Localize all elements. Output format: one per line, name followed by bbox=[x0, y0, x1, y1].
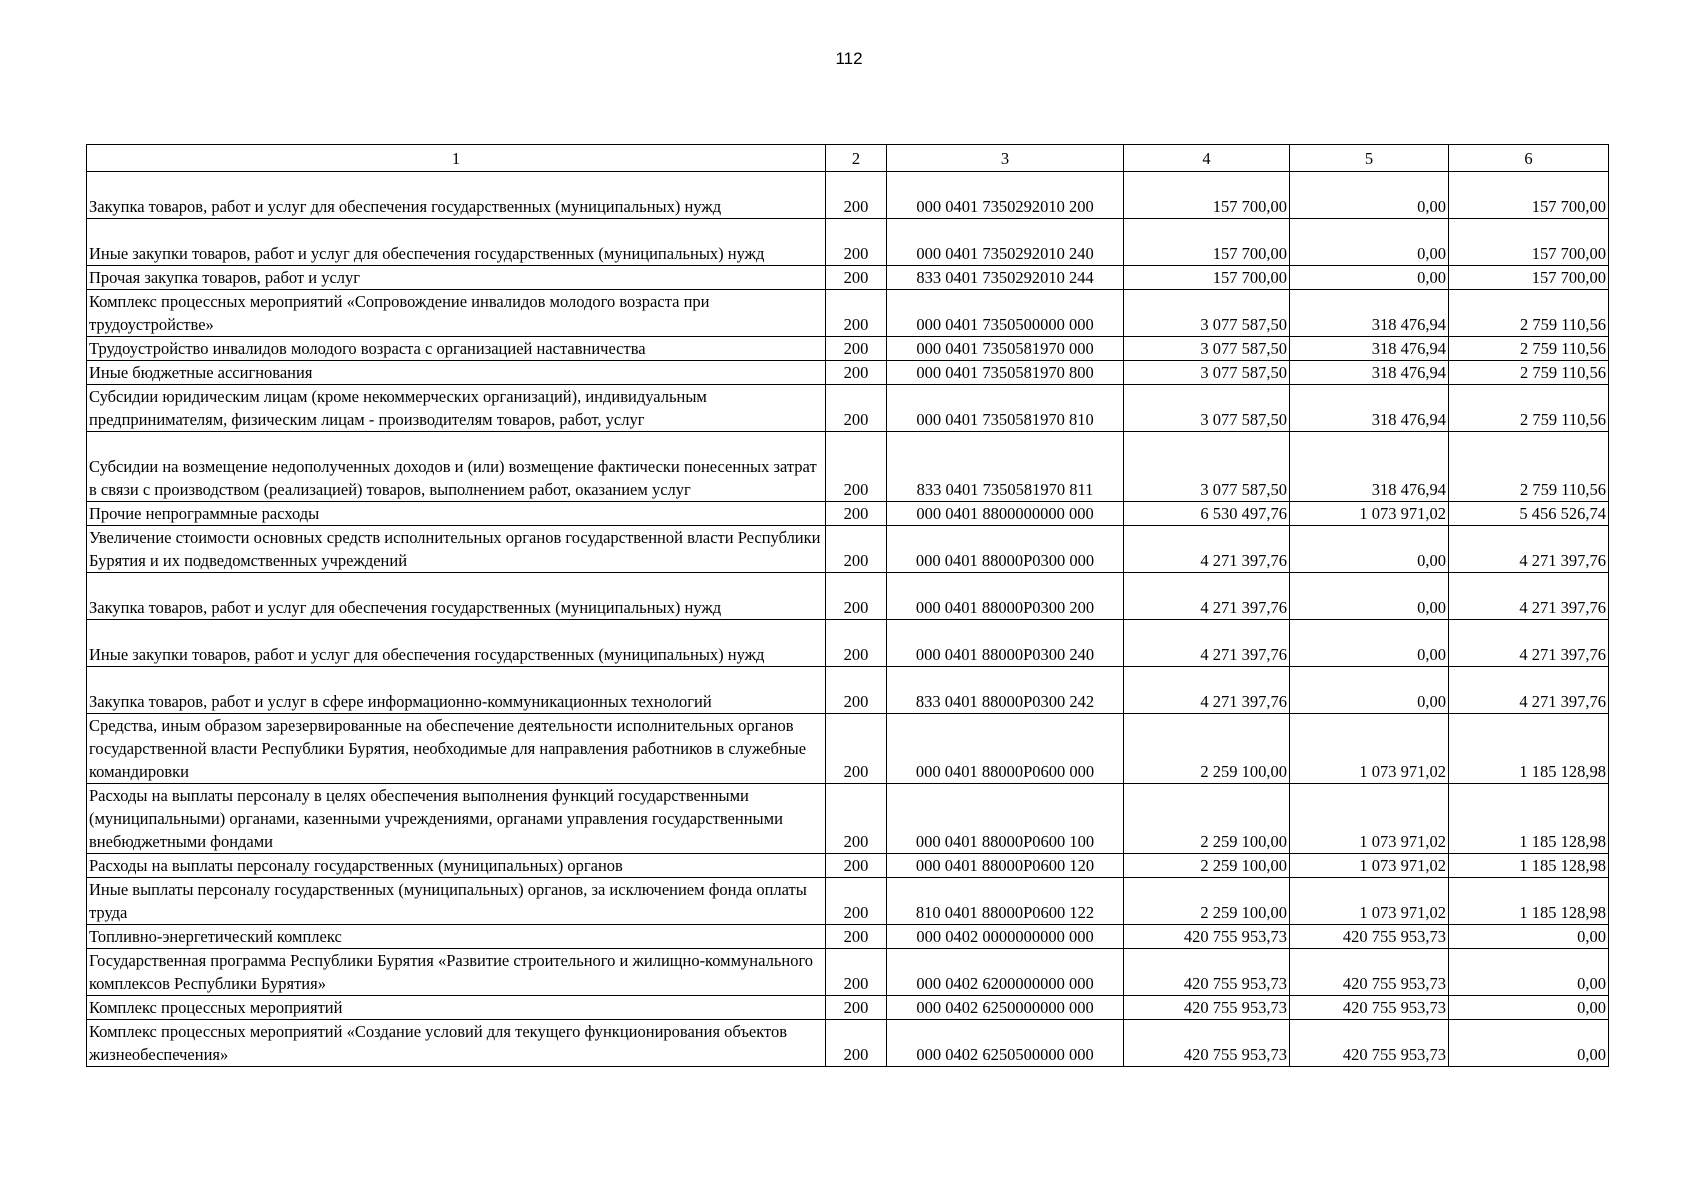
table-row bbox=[87, 573, 1609, 620]
row-executed-amount-cell: 420 755 953,73 bbox=[1290, 996, 1449, 1020]
row-approved-amount-cell: 3 077 587,50 bbox=[1124, 361, 1290, 385]
row-admin-code-cell: 200 bbox=[826, 878, 887, 925]
row-budget-code-cell: 000 0401 7350292010 200 bbox=[887, 172, 1124, 219]
row-name-cell: Трудоустройство инвалидов молодого возраста с организацией наставничества bbox=[87, 337, 826, 361]
row-remaining-amount-cell: 0,00 bbox=[1449, 1020, 1609, 1067]
row-name-cell: Иные закупки товаров, работ и услуг для обеспечения государственных (муниципальных) нужд bbox=[87, 219, 826, 266]
row-approved-amount-cell: 3 077 587,50 bbox=[1124, 337, 1290, 361]
row-admin-code-cell: 200 bbox=[826, 714, 887, 784]
row-executed-amount-cell: 318 476,94 bbox=[1290, 290, 1449, 337]
row-remaining-amount-cell: 0,00 bbox=[1449, 925, 1609, 949]
row-executed-amount-cell: 318 476,94 bbox=[1290, 337, 1449, 361]
row-budget-code-cell: 000 0401 88000P0300 240 bbox=[887, 620, 1124, 667]
row-remaining-amount-cell: 4 271 397,76 bbox=[1449, 667, 1609, 714]
row-budget-code-cell: 000 0401 8800000000 000 bbox=[887, 502, 1124, 526]
row-budget-code-cell: 000 0402 6200000000 000 bbox=[887, 949, 1124, 996]
row-approved-amount-cell: 4 271 397,76 bbox=[1124, 620, 1290, 667]
row-budget-code-cell: 000 0401 88000P0600 100 bbox=[887, 784, 1124, 854]
table-row bbox=[87, 526, 1609, 573]
row-executed-amount-cell: 318 476,94 bbox=[1290, 432, 1449, 502]
row-remaining-amount-cell: 2 759 110,56 bbox=[1449, 361, 1609, 385]
row-admin-code-cell: 200 bbox=[826, 925, 887, 949]
table-row bbox=[87, 784, 1609, 854]
row-name-cell: Закупка товаров, работ и услуг в сфере информационно-коммуникационных технологий bbox=[87, 667, 826, 714]
row-budget-code-cell: 000 0401 7350581970 800 bbox=[887, 361, 1124, 385]
row-remaining-amount-cell: 157 700,00 bbox=[1449, 219, 1609, 266]
row-name-cell: Топливно-энергетический комплекс bbox=[87, 925, 826, 949]
row-name-cell: Увеличение стоимости основных средств исполнительных органов государственной власти Республики Бурятия и их подведомственных учреждений bbox=[87, 526, 826, 573]
row-name-cell: Комплекс процессных мероприятий «Создание условий для текущего функционирования объектов жизнеобеспечения» bbox=[87, 1020, 826, 1067]
row-remaining-amount-cell: 4 271 397,76 bbox=[1449, 620, 1609, 667]
row-executed-amount-cell: 318 476,94 bbox=[1290, 361, 1449, 385]
row-executed-amount-cell: 1 073 971,02 bbox=[1290, 784, 1449, 854]
row-remaining-amount-cell: 0,00 bbox=[1449, 949, 1609, 996]
table-header bbox=[87, 145, 1609, 172]
row-admin-code-cell: 200 bbox=[826, 337, 887, 361]
row-admin-code-cell: 200 bbox=[826, 502, 887, 526]
table-body bbox=[87, 172, 1609, 1067]
row-budget-code-cell: 000 0401 7350581970 000 bbox=[887, 337, 1124, 361]
row-admin-code-cell: 200 bbox=[826, 667, 887, 714]
row-remaining-amount-cell: 2 759 110,56 bbox=[1449, 432, 1609, 502]
row-remaining-amount-cell: 2 759 110,56 bbox=[1449, 385, 1609, 432]
row-remaining-amount-cell: 1 185 128,98 bbox=[1449, 784, 1609, 854]
table-row bbox=[87, 996, 1609, 1020]
row-name-cell: Прочие непрограммные расходы bbox=[87, 502, 826, 526]
column-header-5: 5 bbox=[1290, 145, 1449, 172]
row-approved-amount-cell: 2 259 100,00 bbox=[1124, 854, 1290, 878]
row-admin-code-cell: 200 bbox=[826, 432, 887, 502]
row-approved-amount-cell: 4 271 397,76 bbox=[1124, 573, 1290, 620]
row-admin-code-cell: 200 bbox=[826, 361, 887, 385]
table-row bbox=[87, 502, 1609, 526]
row-admin-code-cell: 200 bbox=[826, 219, 887, 266]
row-admin-code-cell: 200 bbox=[826, 385, 887, 432]
row-executed-amount-cell: 318 476,94 bbox=[1290, 385, 1449, 432]
row-name-cell: Комплекс процессных мероприятий «Сопровождение инвалидов молодого возраста при трудоустройстве» bbox=[87, 290, 826, 337]
row-admin-code-cell: 200 bbox=[826, 573, 887, 620]
row-admin-code-cell: 200 bbox=[826, 854, 887, 878]
column-header-6: 6 bbox=[1449, 145, 1609, 172]
table-row bbox=[87, 854, 1609, 878]
row-executed-amount-cell: 420 755 953,73 bbox=[1290, 925, 1449, 949]
row-admin-code-cell: 200 bbox=[826, 996, 887, 1020]
row-remaining-amount-cell: 157 700,00 bbox=[1449, 266, 1609, 290]
table-row bbox=[87, 1020, 1609, 1067]
row-name-cell: Иные закупки товаров, работ и услуг для обеспечения государственных (муниципальных) нужд bbox=[87, 620, 826, 667]
table-row bbox=[87, 219, 1609, 266]
row-executed-amount-cell: 1 073 971,02 bbox=[1290, 878, 1449, 925]
row-admin-code-cell: 200 bbox=[826, 172, 887, 219]
row-name-cell: Закупка товаров, работ и услуг для обеспечения государственных (муниципальных) нужд bbox=[87, 172, 826, 219]
row-budget-code-cell: 000 0401 88000P0600 120 bbox=[887, 854, 1124, 878]
table-row bbox=[87, 432, 1609, 502]
row-budget-code-cell: 833 0401 7350292010 244 bbox=[887, 266, 1124, 290]
row-approved-amount-cell: 4 271 397,76 bbox=[1124, 667, 1290, 714]
row-budget-code-cell: 000 0402 6250000000 000 bbox=[887, 996, 1124, 1020]
row-budget-code-cell: 000 0401 7350292010 240 bbox=[887, 219, 1124, 266]
row-executed-amount-cell: 420 755 953,73 bbox=[1290, 949, 1449, 996]
row-name-cell: Государственная программа Республики Бурятия «Развитие строительного и жилищно-коммунального комплексов Республики Бурятия» bbox=[87, 949, 826, 996]
row-remaining-amount-cell: 1 185 128,98 bbox=[1449, 878, 1609, 925]
table-row bbox=[87, 714, 1609, 784]
header-row bbox=[87, 145, 1609, 172]
table-row bbox=[87, 337, 1609, 361]
row-name-cell: Расходы на выплаты персоналу государственных (муниципальных) органов bbox=[87, 854, 826, 878]
row-admin-code-cell: 200 bbox=[826, 784, 887, 854]
row-executed-amount-cell: 0,00 bbox=[1290, 526, 1449, 573]
row-approved-amount-cell: 420 755 953,73 bbox=[1124, 949, 1290, 996]
row-remaining-amount-cell: 1 185 128,98 bbox=[1449, 854, 1609, 878]
row-remaining-amount-cell: 4 271 397,76 bbox=[1449, 573, 1609, 620]
row-approved-amount-cell: 420 755 953,73 bbox=[1124, 1020, 1290, 1067]
column-header-4: 4 bbox=[1124, 145, 1290, 172]
row-remaining-amount-cell: 4 271 397,76 bbox=[1449, 526, 1609, 573]
row-executed-amount-cell: 0,00 bbox=[1290, 172, 1449, 219]
row-budget-code-cell: 000 0401 7350500000 000 bbox=[887, 290, 1124, 337]
row-admin-code-cell: 200 bbox=[826, 949, 887, 996]
row-executed-amount-cell: 1 073 971,02 bbox=[1290, 854, 1449, 878]
row-executed-amount-cell: 1 073 971,02 bbox=[1290, 714, 1449, 784]
row-budget-code-cell: 000 0401 7350581970 810 bbox=[887, 385, 1124, 432]
row-remaining-amount-cell: 0,00 bbox=[1449, 996, 1609, 1020]
row-budget-code-cell: 000 0402 0000000000 000 bbox=[887, 925, 1124, 949]
row-remaining-amount-cell: 157 700,00 bbox=[1449, 172, 1609, 219]
row-name-cell: Иные бюджетные ассигнования bbox=[87, 361, 826, 385]
row-approved-amount-cell: 3 077 587,50 bbox=[1124, 385, 1290, 432]
row-name-cell: Субсидии юридическим лицам (кроме некоммерческих организаций), индивидуальным предпринимателям, физическим лицам - производителям товаров, работ, услуг bbox=[87, 385, 826, 432]
row-executed-amount-cell: 420 755 953,73 bbox=[1290, 1020, 1449, 1067]
table-row bbox=[87, 878, 1609, 925]
row-budget-code-cell: 000 0401 88000P0600 000 bbox=[887, 714, 1124, 784]
row-executed-amount-cell: 0,00 bbox=[1290, 266, 1449, 290]
row-admin-code-cell: 200 bbox=[826, 266, 887, 290]
row-approved-amount-cell: 6 530 497,76 bbox=[1124, 502, 1290, 526]
row-budget-code-cell: 000 0402 6250500000 000 bbox=[887, 1020, 1124, 1067]
row-budget-code-cell: 000 0401 88000P0300 200 bbox=[887, 573, 1124, 620]
table-row bbox=[87, 290, 1609, 337]
row-admin-code-cell: 200 bbox=[826, 620, 887, 667]
row-name-cell: Средства, иным образом зарезервированные на обеспечение деятельности исполнительных органов государственной власти Республики Бурятия, необходимые для направления работников в служебные командировки bbox=[87, 714, 826, 784]
row-approved-amount-cell: 3 077 587,50 bbox=[1124, 290, 1290, 337]
row-approved-amount-cell: 3 077 587,50 bbox=[1124, 432, 1290, 502]
row-approved-amount-cell: 420 755 953,73 bbox=[1124, 925, 1290, 949]
row-approved-amount-cell: 420 755 953,73 bbox=[1124, 996, 1290, 1020]
page-number: 112 bbox=[835, 49, 863, 68]
row-remaining-amount-cell: 2 759 110,56 bbox=[1449, 290, 1609, 337]
table-row bbox=[87, 172, 1609, 219]
row-budget-code-cell: 810 0401 88000P0600 122 bbox=[887, 878, 1124, 925]
row-name-cell: Субсидии на возмещение недополученных доходов и (или) возмещение фактически понесенных затрат в связи с производством (реализацией) товаров, выполнением работ, оказанием услуг bbox=[87, 432, 826, 502]
budget-table bbox=[86, 144, 1609, 1067]
row-executed-amount-cell: 0,00 bbox=[1290, 573, 1449, 620]
row-approved-amount-cell: 157 700,00 bbox=[1124, 219, 1290, 266]
column-header-1: 1 bbox=[87, 145, 826, 172]
row-executed-amount-cell: 0,00 bbox=[1290, 219, 1449, 266]
table-row bbox=[87, 949, 1609, 996]
table-row bbox=[87, 385, 1609, 432]
row-executed-amount-cell: 0,00 bbox=[1290, 620, 1449, 667]
row-budget-code-cell: 833 0401 7350581970 811 bbox=[887, 432, 1124, 502]
table-row bbox=[87, 667, 1609, 714]
row-approved-amount-cell: 2 259 100,00 bbox=[1124, 714, 1290, 784]
row-admin-code-cell: 200 bbox=[826, 1020, 887, 1067]
row-name-cell: Закупка товаров, работ и услуг для обеспечения государственных (муниципальных) нужд bbox=[87, 573, 826, 620]
row-admin-code-cell: 200 bbox=[826, 526, 887, 573]
row-approved-amount-cell: 157 700,00 bbox=[1124, 266, 1290, 290]
column-header-2: 2 bbox=[826, 145, 887, 172]
row-name-cell: Прочая закупка товаров, работ и услуг bbox=[87, 266, 826, 290]
row-budget-code-cell: 000 0401 88000P0300 000 bbox=[887, 526, 1124, 573]
row-approved-amount-cell: 157 700,00 bbox=[1124, 172, 1290, 219]
column-header-3: 3 bbox=[887, 145, 1124, 172]
row-budget-code-cell: 833 0401 88000P0300 242 bbox=[887, 667, 1124, 714]
table-row bbox=[87, 925, 1609, 949]
row-remaining-amount-cell: 5 456 526,74 bbox=[1449, 502, 1609, 526]
row-name-cell: Расходы на выплаты персоналу в целях обеспечения выполнения функций государственными (муниципальными) органами, казенными учреждениями, органами управления государственными внебюджетными фондами bbox=[87, 784, 826, 854]
row-executed-amount-cell: 0,00 bbox=[1290, 667, 1449, 714]
row-approved-amount-cell: 4 271 397,76 bbox=[1124, 526, 1290, 573]
row-remaining-amount-cell: 2 759 110,56 bbox=[1449, 337, 1609, 361]
row-approved-amount-cell: 2 259 100,00 bbox=[1124, 784, 1290, 854]
table-row bbox=[87, 620, 1609, 667]
row-name-cell: Комплекс процессных мероприятий bbox=[87, 996, 826, 1020]
row-admin-code-cell: 200 bbox=[826, 290, 887, 337]
row-approved-amount-cell: 2 259 100,00 bbox=[1124, 878, 1290, 925]
row-remaining-amount-cell: 1 185 128,98 bbox=[1449, 714, 1609, 784]
table-row bbox=[87, 266, 1609, 290]
row-executed-amount-cell: 1 073 971,02 bbox=[1290, 502, 1449, 526]
row-name-cell: Иные выплаты персоналу государственных (муниципальных) органов, за исключением фонда оплаты труда bbox=[87, 878, 826, 925]
table-row bbox=[87, 361, 1609, 385]
